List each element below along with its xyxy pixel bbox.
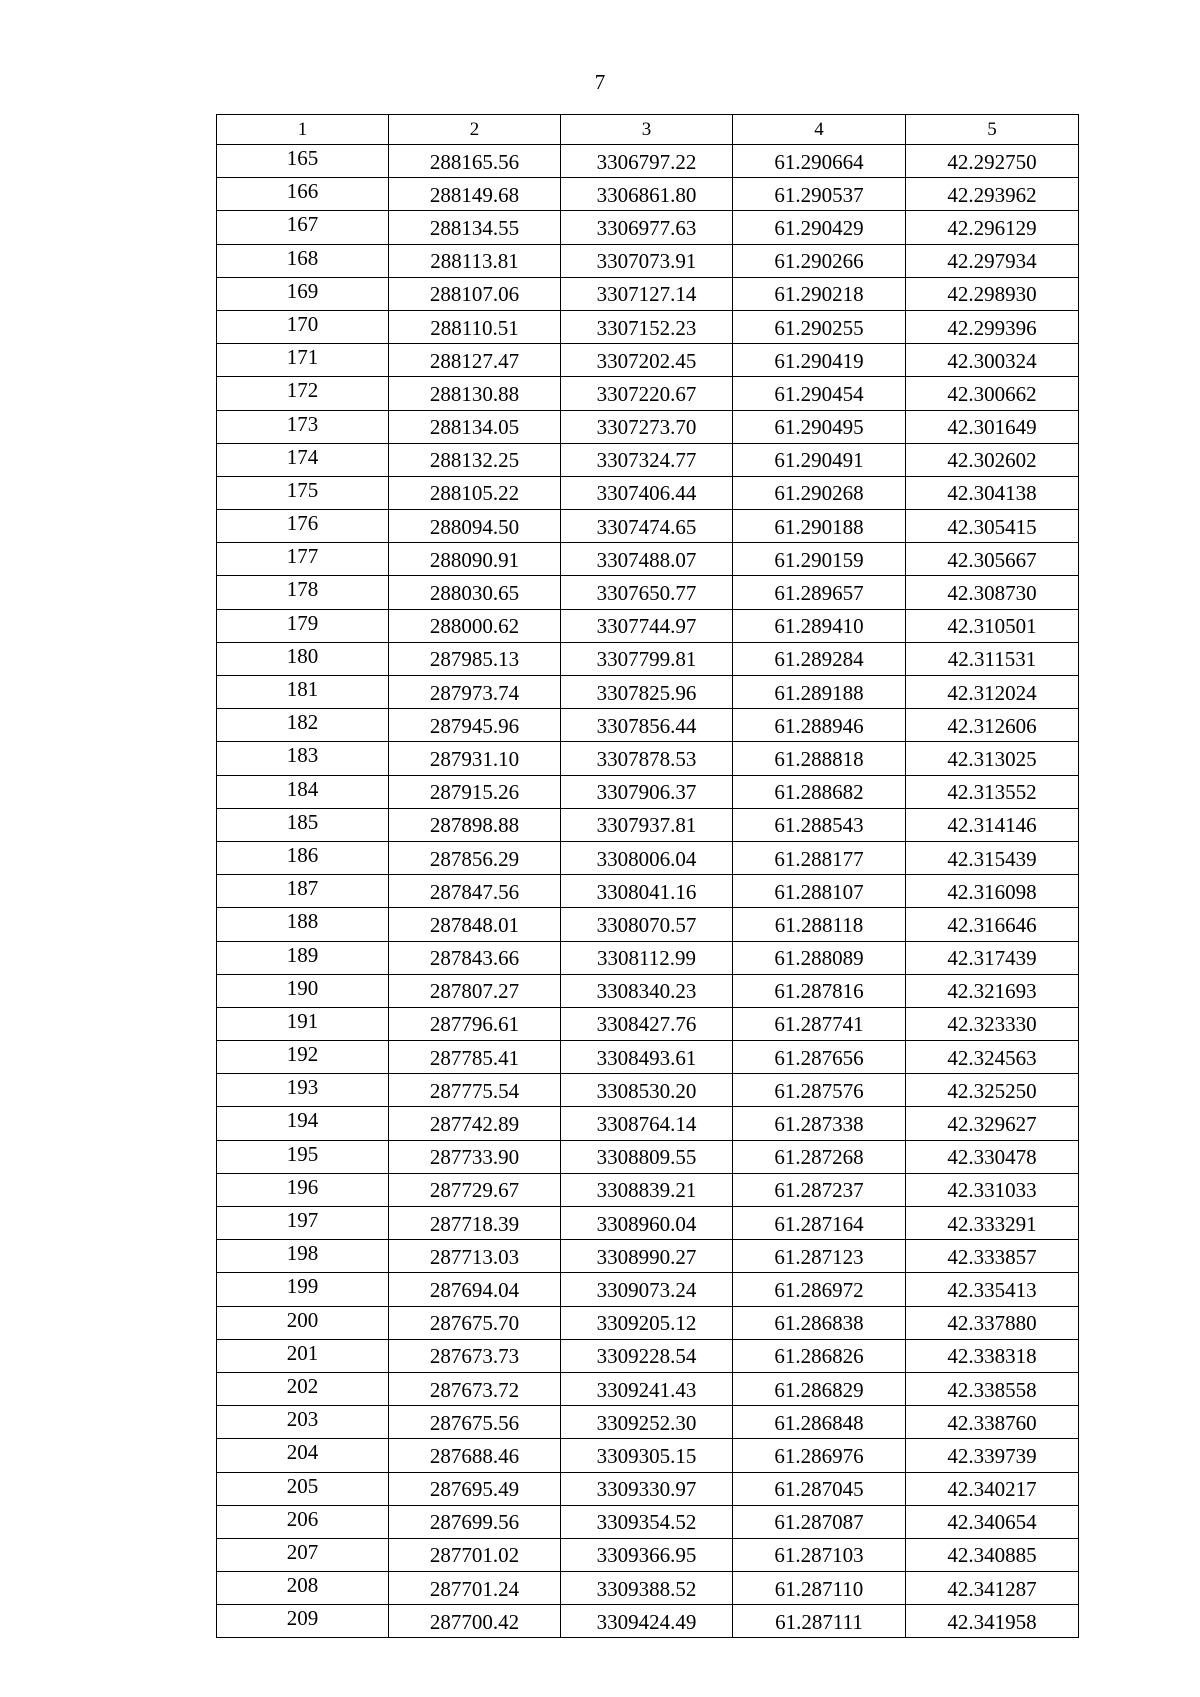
- point-number-cell: 189: [217, 941, 389, 974]
- point-number-cell: 171: [217, 344, 389, 377]
- latitude-cell: 61.287103: [733, 1538, 906, 1571]
- table-row: [217, 1007, 1079, 1040]
- table-row: [217, 543, 1079, 576]
- latitude-cell: 61.287110: [733, 1572, 906, 1605]
- y-coordinate-cell: 3308990.27: [561, 1240, 733, 1273]
- longitude-cell: 42.324563: [906, 1041, 1079, 1074]
- y-coordinate-cell: 3307825.96: [561, 676, 733, 709]
- y-coordinate-cell: 3307937.81: [561, 808, 733, 841]
- y-coordinate-cell: 3309228.54: [561, 1339, 733, 1372]
- table-row: [217, 476, 1079, 509]
- latitude-cell: 61.289657: [733, 576, 906, 609]
- x-coordinate-cell: 288165.56: [389, 145, 561, 178]
- longitude-cell: 42.325250: [906, 1074, 1079, 1107]
- column-header: 4: [733, 115, 906, 145]
- table-row: [217, 1207, 1079, 1240]
- latitude-cell: 61.287111: [733, 1605, 906, 1638]
- longitude-cell: 42.341287: [906, 1572, 1079, 1605]
- x-coordinate-cell: 287673.73: [389, 1339, 561, 1372]
- table-row: [217, 1074, 1079, 1107]
- point-number-cell: 191: [217, 1007, 389, 1040]
- table-row: [217, 576, 1079, 609]
- x-coordinate-cell: 287985.13: [389, 642, 561, 675]
- table-row: [217, 1472, 1079, 1505]
- table-row: [217, 1107, 1079, 1140]
- point-number-cell: 206: [217, 1505, 389, 1538]
- latitude-cell: 61.290218: [733, 277, 906, 310]
- x-coordinate-cell: 288000.62: [389, 609, 561, 642]
- table-row: [217, 145, 1079, 178]
- table-row: [217, 1439, 1079, 1472]
- coordinates-table: [216, 114, 1079, 1638]
- latitude-cell: 61.286848: [733, 1406, 906, 1439]
- longitude-cell: 42.338760: [906, 1406, 1079, 1439]
- latitude-cell: 61.289188: [733, 676, 906, 709]
- y-coordinate-cell: 3308530.20: [561, 1074, 733, 1107]
- y-coordinate-cell: 3307799.81: [561, 642, 733, 675]
- point-number-cell: 188: [217, 908, 389, 941]
- latitude-cell: 61.290255: [733, 310, 906, 343]
- x-coordinate-cell: 287856.29: [389, 841, 561, 874]
- y-coordinate-cell: 3308764.14: [561, 1107, 733, 1140]
- latitude-cell: 61.287268: [733, 1140, 906, 1173]
- x-coordinate-cell: 287675.70: [389, 1306, 561, 1339]
- page-number: 7: [594, 70, 606, 94]
- longitude-cell: 42.297934: [906, 244, 1079, 277]
- longitude-cell: 42.341958: [906, 1605, 1079, 1638]
- latitude-cell: 61.290664: [733, 145, 906, 178]
- point-number-cell: 169: [217, 277, 389, 310]
- longitude-cell: 42.338558: [906, 1372, 1079, 1405]
- y-coordinate-cell: 3309073.24: [561, 1273, 733, 1306]
- y-coordinate-cell: 3308839.21: [561, 1173, 733, 1206]
- x-coordinate-cell: 287785.41: [389, 1041, 561, 1074]
- longitude-cell: 42.305415: [906, 510, 1079, 543]
- longitude-cell: 42.308730: [906, 576, 1079, 609]
- longitude-cell: 42.323330: [906, 1007, 1079, 1040]
- y-coordinate-cell: 3309366.95: [561, 1538, 733, 1571]
- table-row: [217, 211, 1079, 244]
- latitude-cell: 61.288682: [733, 775, 906, 808]
- latitude-cell: 61.286838: [733, 1306, 906, 1339]
- latitude-cell: 61.290419: [733, 344, 906, 377]
- longitude-cell: 42.311531: [906, 642, 1079, 675]
- latitude-cell: 61.287816: [733, 974, 906, 1007]
- table-row: [217, 1273, 1079, 1306]
- latitude-cell: 61.286976: [733, 1439, 906, 1472]
- point-number-cell: 183: [217, 742, 389, 775]
- longitude-cell: 42.302602: [906, 443, 1079, 476]
- y-coordinate-cell: 3307906.37: [561, 775, 733, 808]
- table-row: [217, 808, 1079, 841]
- x-coordinate-cell: 287701.02: [389, 1538, 561, 1571]
- point-number-cell: 186: [217, 841, 389, 874]
- longitude-cell: 42.338318: [906, 1339, 1079, 1372]
- table-row: [217, 1572, 1079, 1605]
- point-number-cell: 166: [217, 178, 389, 211]
- y-coordinate-cell: 3307324.77: [561, 443, 733, 476]
- point-number-cell: 182: [217, 709, 389, 742]
- point-number-cell: 205: [217, 1472, 389, 1505]
- point-number-cell: 170: [217, 310, 389, 343]
- longitude-cell: 42.340654: [906, 1505, 1079, 1538]
- longitude-cell: 42.316646: [906, 908, 1079, 941]
- latitude-cell: 61.286829: [733, 1372, 906, 1405]
- y-coordinate-cell: 3309388.52: [561, 1572, 733, 1605]
- y-coordinate-cell: 3308809.55: [561, 1140, 733, 1173]
- y-coordinate-cell: 3309424.49: [561, 1605, 733, 1638]
- x-coordinate-cell: 288134.55: [389, 211, 561, 244]
- longitude-cell: 42.331033: [906, 1173, 1079, 1206]
- point-number-cell: 179: [217, 609, 389, 642]
- latitude-cell: 61.290495: [733, 410, 906, 443]
- latitude-cell: 61.287123: [733, 1240, 906, 1273]
- x-coordinate-cell: 287733.90: [389, 1140, 561, 1173]
- latitude-cell: 61.286826: [733, 1339, 906, 1372]
- point-number-cell: 173: [217, 410, 389, 443]
- point-number-cell: 200: [217, 1306, 389, 1339]
- latitude-cell: 61.289410: [733, 609, 906, 642]
- point-number-cell: 175: [217, 476, 389, 509]
- table-row: [217, 676, 1079, 709]
- x-coordinate-cell: 287843.66: [389, 941, 561, 974]
- longitude-cell: 42.335413: [906, 1273, 1079, 1306]
- longitude-cell: 42.301649: [906, 410, 1079, 443]
- point-number-cell: 168: [217, 244, 389, 277]
- x-coordinate-cell: 287699.56: [389, 1505, 561, 1538]
- x-coordinate-cell: 287718.39: [389, 1207, 561, 1240]
- point-number-cell: 180: [217, 642, 389, 675]
- y-coordinate-cell: 3307202.45: [561, 344, 733, 377]
- table-row: [217, 1505, 1079, 1538]
- point-number-cell: 177: [217, 543, 389, 576]
- longitude-cell: 42.313025: [906, 742, 1079, 775]
- column-header: 5: [906, 115, 1079, 145]
- latitude-cell: 61.290268: [733, 476, 906, 509]
- x-coordinate-cell: 287775.54: [389, 1074, 561, 1107]
- longitude-cell: 42.340217: [906, 1472, 1079, 1505]
- longitude-cell: 42.300662: [906, 377, 1079, 410]
- table-row: [217, 310, 1079, 343]
- y-coordinate-cell: 3307856.44: [561, 709, 733, 742]
- point-number-cell: 165: [217, 145, 389, 178]
- table-row: [217, 1240, 1079, 1273]
- latitude-cell: 61.287656: [733, 1041, 906, 1074]
- longitude-cell: 42.321693: [906, 974, 1079, 1007]
- y-coordinate-cell: 3307488.07: [561, 543, 733, 576]
- point-number-cell: 172: [217, 377, 389, 410]
- y-coordinate-cell: 3308112.99: [561, 941, 733, 974]
- table-row: [217, 974, 1079, 1007]
- x-coordinate-cell: 287729.67: [389, 1173, 561, 1206]
- table-row: [217, 1041, 1079, 1074]
- latitude-cell: 61.290491: [733, 443, 906, 476]
- latitude-cell: 61.286972: [733, 1273, 906, 1306]
- table-row: [217, 344, 1079, 377]
- x-coordinate-cell: 288132.25: [389, 443, 561, 476]
- column-header: 1: [217, 115, 389, 145]
- point-number-cell: 198: [217, 1240, 389, 1273]
- x-coordinate-cell: 287688.46: [389, 1439, 561, 1472]
- y-coordinate-cell: 3309241.43: [561, 1372, 733, 1405]
- point-number-cell: 178: [217, 576, 389, 609]
- y-coordinate-cell: 3308041.16: [561, 875, 733, 908]
- y-coordinate-cell: 3309330.97: [561, 1472, 733, 1505]
- point-number-cell: 185: [217, 808, 389, 841]
- table-row: [217, 1406, 1079, 1439]
- table-row: [217, 510, 1079, 543]
- y-coordinate-cell: 3308960.04: [561, 1207, 733, 1240]
- point-number-cell: 176: [217, 510, 389, 543]
- latitude-cell: 61.289284: [733, 642, 906, 675]
- table-row: [217, 1140, 1079, 1173]
- y-coordinate-cell: 3308340.23: [561, 974, 733, 1007]
- y-coordinate-cell: 3308006.04: [561, 841, 733, 874]
- y-coordinate-cell: 3307220.67: [561, 377, 733, 410]
- y-coordinate-cell: 3307152.23: [561, 310, 733, 343]
- x-coordinate-cell: 287742.89: [389, 1107, 561, 1140]
- x-coordinate-cell: 288127.47: [389, 344, 561, 377]
- y-coordinate-cell: 3309305.15: [561, 1439, 733, 1472]
- point-number-cell: 196: [217, 1173, 389, 1206]
- x-coordinate-cell: 287700.42: [389, 1605, 561, 1638]
- table-row: [217, 709, 1079, 742]
- table-row: [217, 941, 1079, 974]
- longitude-cell: 42.296129: [906, 211, 1079, 244]
- longitude-cell: 42.333857: [906, 1240, 1079, 1273]
- point-number-cell: 174: [217, 443, 389, 476]
- latitude-cell: 61.290454: [733, 377, 906, 410]
- latitude-cell: 61.288107: [733, 875, 906, 908]
- latitude-cell: 61.288089: [733, 941, 906, 974]
- table-row: [217, 178, 1079, 211]
- table-row: [217, 841, 1079, 874]
- point-number-cell: 203: [217, 1406, 389, 1439]
- point-number-cell: 202: [217, 1372, 389, 1405]
- y-coordinate-cell: 3306977.63: [561, 211, 733, 244]
- y-coordinate-cell: 3307474.65: [561, 510, 733, 543]
- table-body: [217, 145, 1079, 1638]
- longitude-cell: 42.298930: [906, 277, 1079, 310]
- longitude-cell: 42.317439: [906, 941, 1079, 974]
- x-coordinate-cell: 288107.06: [389, 277, 561, 310]
- table-row: [217, 908, 1079, 941]
- y-coordinate-cell: 3309205.12: [561, 1306, 733, 1339]
- longitude-cell: 42.339739: [906, 1439, 1079, 1472]
- x-coordinate-cell: 287898.88: [389, 808, 561, 841]
- x-coordinate-cell: 288130.88: [389, 377, 561, 410]
- point-number-cell: 195: [217, 1140, 389, 1173]
- column-header: 2: [389, 115, 561, 145]
- table-row: [217, 377, 1079, 410]
- longitude-cell: 42.313552: [906, 775, 1079, 808]
- table-row: [217, 410, 1079, 443]
- longitude-cell: 42.329627: [906, 1107, 1079, 1140]
- x-coordinate-cell: 287675.56: [389, 1406, 561, 1439]
- latitude-cell: 61.290159: [733, 543, 906, 576]
- y-coordinate-cell: 3306861.80: [561, 178, 733, 211]
- table-row: [217, 1605, 1079, 1638]
- y-coordinate-cell: 3307073.91: [561, 244, 733, 277]
- x-coordinate-cell: 287673.72: [389, 1372, 561, 1405]
- longitude-cell: 42.305667: [906, 543, 1079, 576]
- x-coordinate-cell: 287847.56: [389, 875, 561, 908]
- x-coordinate-cell: 287796.61: [389, 1007, 561, 1040]
- point-number-cell: 192: [217, 1041, 389, 1074]
- latitude-cell: 61.288177: [733, 841, 906, 874]
- table-row: [217, 742, 1079, 775]
- x-coordinate-cell: 287695.49: [389, 1472, 561, 1505]
- x-coordinate-cell: 288110.51: [389, 310, 561, 343]
- y-coordinate-cell: 3307744.97: [561, 609, 733, 642]
- point-number-cell: 181: [217, 676, 389, 709]
- table-row: [217, 1173, 1079, 1206]
- point-number-cell: 199: [217, 1273, 389, 1306]
- table-row: [217, 1339, 1079, 1372]
- table-row: [217, 1538, 1079, 1571]
- y-coordinate-cell: 3307406.44: [561, 476, 733, 509]
- table-row: [217, 1306, 1079, 1339]
- latitude-cell: 61.288543: [733, 808, 906, 841]
- y-coordinate-cell: 3307650.77: [561, 576, 733, 609]
- latitude-cell: 61.287338: [733, 1107, 906, 1140]
- latitude-cell: 61.287576: [733, 1074, 906, 1107]
- y-coordinate-cell: 3306797.22: [561, 145, 733, 178]
- column-header: 3: [561, 115, 733, 145]
- point-number-cell: 207: [217, 1538, 389, 1571]
- table-row: [217, 1372, 1079, 1405]
- y-coordinate-cell: 3309252.30: [561, 1406, 733, 1439]
- latitude-cell: 61.290429: [733, 211, 906, 244]
- latitude-cell: 61.287741: [733, 1007, 906, 1040]
- y-coordinate-cell: 3307127.14: [561, 277, 733, 310]
- latitude-cell: 61.290266: [733, 244, 906, 277]
- x-coordinate-cell: 288105.22: [389, 476, 561, 509]
- x-coordinate-cell: 287807.27: [389, 974, 561, 1007]
- point-number-cell: 197: [217, 1207, 389, 1240]
- table-row: [217, 642, 1079, 675]
- longitude-cell: 42.316098: [906, 875, 1079, 908]
- longitude-cell: 42.310501: [906, 609, 1079, 642]
- latitude-cell: 61.288946: [733, 709, 906, 742]
- longitude-cell: 42.293962: [906, 178, 1079, 211]
- point-number-cell: 194: [217, 1107, 389, 1140]
- y-coordinate-cell: 3307273.70: [561, 410, 733, 443]
- y-coordinate-cell: 3308493.61: [561, 1041, 733, 1074]
- latitude-cell: 61.290188: [733, 510, 906, 543]
- point-number-cell: 209: [217, 1605, 389, 1638]
- y-coordinate-cell: 3307878.53: [561, 742, 733, 775]
- longitude-cell: 42.300324: [906, 344, 1079, 377]
- longitude-cell: 42.292750: [906, 145, 1079, 178]
- x-coordinate-cell: 288149.68: [389, 178, 561, 211]
- longitude-cell: 42.333291: [906, 1207, 1079, 1240]
- x-coordinate-cell: 288113.81: [389, 244, 561, 277]
- point-number-cell: 167: [217, 211, 389, 244]
- y-coordinate-cell: 3308427.76: [561, 1007, 733, 1040]
- table-row: [217, 775, 1079, 808]
- point-number-cell: 193: [217, 1074, 389, 1107]
- latitude-cell: 61.288818: [733, 742, 906, 775]
- latitude-cell: 61.287087: [733, 1505, 906, 1538]
- x-coordinate-cell: 287931.10: [389, 742, 561, 775]
- table-row: [217, 609, 1079, 642]
- table-row: [217, 443, 1079, 476]
- x-coordinate-cell: 287701.24: [389, 1572, 561, 1605]
- x-coordinate-cell: 287973.74: [389, 676, 561, 709]
- x-coordinate-cell: 288030.65: [389, 576, 561, 609]
- longitude-cell: 42.314146: [906, 808, 1079, 841]
- table-header-row: [217, 115, 1079, 145]
- point-number-cell: 208: [217, 1572, 389, 1605]
- latitude-cell: 61.287045: [733, 1472, 906, 1505]
- longitude-cell: 42.312024: [906, 676, 1079, 709]
- table-row: [217, 875, 1079, 908]
- longitude-cell: 42.315439: [906, 841, 1079, 874]
- longitude-cell: 42.330478: [906, 1140, 1079, 1173]
- x-coordinate-cell: 288090.91: [389, 543, 561, 576]
- point-number-cell: 187: [217, 875, 389, 908]
- point-number-cell: 204: [217, 1439, 389, 1472]
- x-coordinate-cell: 288094.50: [389, 510, 561, 543]
- latitude-cell: 61.290537: [733, 178, 906, 211]
- longitude-cell: 42.340885: [906, 1538, 1079, 1571]
- x-coordinate-cell: 287945.96: [389, 709, 561, 742]
- x-coordinate-cell: 288134.05: [389, 410, 561, 443]
- point-number-cell: 201: [217, 1339, 389, 1372]
- table-row: [217, 244, 1079, 277]
- x-coordinate-cell: 287694.04: [389, 1273, 561, 1306]
- point-number-cell: 190: [217, 974, 389, 1007]
- longitude-cell: 42.337880: [906, 1306, 1079, 1339]
- x-coordinate-cell: 287713.03: [389, 1240, 561, 1273]
- table-row: [217, 277, 1079, 310]
- latitude-cell: 61.287164: [733, 1207, 906, 1240]
- longitude-cell: 42.304138: [906, 476, 1079, 509]
- x-coordinate-cell: 287915.26: [389, 775, 561, 808]
- x-coordinate-cell: 287848.01: [389, 908, 561, 941]
- latitude-cell: 61.287237: [733, 1173, 906, 1206]
- longitude-cell: 42.299396: [906, 310, 1079, 343]
- y-coordinate-cell: 3308070.57: [561, 908, 733, 941]
- y-coordinate-cell: 3309354.52: [561, 1505, 733, 1538]
- latitude-cell: 61.288118: [733, 908, 906, 941]
- point-number-cell: 184: [217, 775, 389, 808]
- longitude-cell: 42.312606: [906, 709, 1079, 742]
